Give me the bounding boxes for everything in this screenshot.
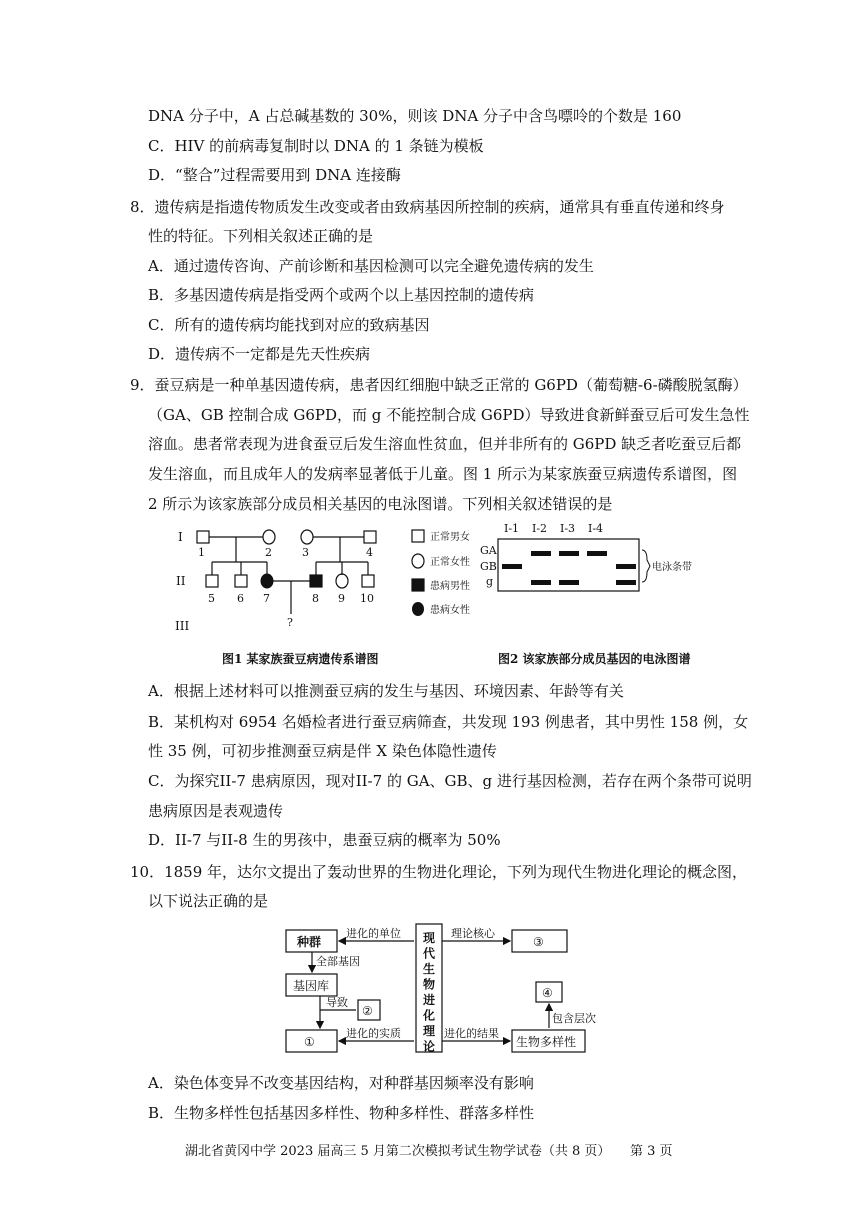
- option-d: D．“整合”过程需要用到 DNA 连接酶: [148, 166, 401, 184]
- q9-option-b: B．某机构对 6954 名婚检者进行蚕豆病筛查，共发现 193 例患者，其中男性 158 例，女: [148, 713, 749, 731]
- question-9-stem: 9．蚕豆病是一种单基因遗传病，患者因红细胞中缺乏正常的 G6PD（葡萄糖-6-磷酸脱氢酶）: [130, 376, 748, 394]
- lane-label: I-1: [504, 522, 520, 535]
- pedigree-id: 2: [265, 546, 272, 559]
- edge-label: 理论核心: [451, 927, 495, 940]
- question-8-stem-cont: 性的特征。下列相关叙述正确的是: [148, 227, 374, 245]
- center-theory-char: 代: [423, 946, 436, 961]
- pedigree-id: 10: [360, 592, 374, 605]
- option-c: C．HIV 的前病毒复制时以 DNA 的 1 条链为模板: [148, 137, 484, 155]
- biodiversity-label: 生物多样性: [516, 1035, 577, 1049]
- question-9-stem-cont: 发生溶血，而且成年人的发病率显著低于儿童。图 1 所示为某家族蚕豆病遗传系谱图，图: [148, 465, 738, 483]
- gel-band: [587, 551, 607, 556]
- gel-band: [616, 564, 636, 569]
- pedigree-id: 6: [237, 592, 244, 605]
- pedigree-female-affected: [261, 574, 273, 588]
- question-8-stem: 8．遗传病是指遗传物质发生改变或者由致病基因所控制的疾病，通常具有垂直传递和终身: [130, 198, 725, 216]
- band-label: g: [486, 575, 494, 588]
- gel-band: [559, 580, 579, 585]
- edge-label: 全部基因: [316, 955, 360, 968]
- pedigree-id: 1: [198, 546, 205, 559]
- edge-label: 导致: [326, 996, 348, 1009]
- circle-1-label: ①: [304, 1035, 315, 1049]
- legend-label: 患病男性: [430, 581, 470, 592]
- circle-3-label: ③: [533, 935, 544, 949]
- q10-option-b: B．生物多样性包括基因多样性、物种多样性、群落多样性: [148, 1104, 535, 1122]
- circle-4-label: ④: [542, 986, 553, 1000]
- gel-band: [616, 580, 636, 585]
- generation-label: I: [178, 530, 183, 544]
- figure-1-caption: 图1 某家族蚕豆病遗传系谱图: [222, 652, 379, 666]
- pedigree-id: 8: [312, 592, 319, 605]
- legend-female-icon: [412, 554, 424, 568]
- electrophoresis-chart: [478, 518, 718, 598]
- q9-option-c: C．为探究II-7 患病原因，现对II-7 的 GA、GB、g 进行基因检测，若存在两个条带可说明: [148, 772, 752, 790]
- text-line: DNA 分子中，A 占总碱基数的 30%，则该 DNA 分子中含鸟嘌呤的个数是 160: [148, 107, 682, 125]
- question-10-stem-cont: 以下说法正确的是: [148, 892, 269, 910]
- question-9-stem-cont: 溶血。患者常表现为进食蚕豆后发生溶血性贫血，但并非所有的 G6PD 缺乏者吃蚕豆后都: [148, 435, 742, 453]
- lane-label: I-3: [560, 522, 576, 535]
- q8-option-b: B．多基因遗传病是指受两个或两个以上基因控制的遗传病: [148, 286, 535, 304]
- lane-label: I-2: [532, 522, 548, 535]
- edge-label: 进化的结果: [444, 1027, 499, 1040]
- pedigree-id: 4: [366, 546, 373, 559]
- q9-option-a: A．根据上述材料可以推测蚕豆病的发生与基因、环境因素、年龄等有关: [148, 682, 624, 700]
- q10-option-a: A．染色体变异不改变基因结构，对种群基因频率没有影响: [148, 1074, 534, 1092]
- legend-label: 正常男女: [430, 532, 470, 543]
- figure-2-caption: 图2 该家族部分成员基因的电泳图谱: [498, 652, 691, 666]
- center-theory-char: 理: [423, 1024, 436, 1038]
- q8-option-d: D．遗传病不一定都是先天性疾病: [148, 345, 371, 363]
- question-10-stem: 10．1859 年，达尔文提出了轰动世界的生物进化理论，下列为现代生物进化理论的概念图，: [130, 863, 748, 881]
- legend-affected-male-icon: [412, 579, 424, 591]
- pedigree-male-normal: [197, 531, 209, 543]
- edge-label: 进化的单位: [346, 927, 401, 940]
- pedigree-child-unknown: ?: [287, 616, 293, 629]
- pedigree-female-normal: [336, 574, 348, 588]
- gel-band: [559, 551, 579, 556]
- pedigree-male-normal: [364, 531, 376, 543]
- gel-band: [531, 580, 551, 585]
- edge-label: 进化的实质: [346, 1027, 401, 1040]
- band-side-label: 电泳条带: [652, 562, 692, 573]
- legend-label: 患病女性: [430, 605, 470, 616]
- q9-option-c-cont: 患病原因是表观遗传: [148, 802, 284, 820]
- q9-option-b-cont: 性 35 例，可初步推测蚕豆病是伴 X 染色体隐性遗传: [148, 742, 497, 760]
- q8-option-a: A．通过遗传咨询、产前诊断和基因检测可以完全避免遗传病的发生: [148, 257, 594, 275]
- center-theory-char: 进: [423, 993, 436, 1007]
- center-theory-char: 生: [423, 962, 436, 976]
- pedigree-female-normal: [301, 530, 313, 544]
- question-9-stem-cont: 2 所示为该家族部分成员相关基因的电泳图谱。下列相关叙述错误的是: [148, 495, 613, 513]
- pedigree-id: 7: [263, 592, 270, 605]
- pedigree-male-affected: [310, 575, 322, 587]
- pedigree-id: 9: [338, 592, 345, 605]
- center-theory-char: 现: [423, 931, 436, 945]
- center-theory-char: 物: [423, 977, 436, 992]
- pedigree-male-normal: [235, 575, 247, 587]
- footer-exam-title: 湖北省黄冈中学 2023 届高三 5 月第二次模拟考试生物学试卷（共 8 页）: [185, 1144, 611, 1159]
- generation-label: III: [175, 619, 190, 633]
- band-label: GB: [480, 560, 497, 573]
- circle-2-label: ②: [362, 1004, 373, 1018]
- legend-normal-icon: [412, 530, 424, 542]
- pedigree-male-normal: [362, 575, 374, 587]
- population-label: 种群: [297, 935, 322, 949]
- band-label: GA: [480, 544, 497, 557]
- pedigree-male-normal: [206, 575, 218, 587]
- pedigree-female-normal: [263, 530, 275, 544]
- question-9-stem-cont: （GA、GB 控制合成 G6PD，而 g 不能控制合成 G6PD）导致进食新鲜蚕豆后可发生急性: [148, 406, 750, 424]
- gene-pool-label: 基因库: [293, 979, 330, 993]
- pedigree-id: 3: [302, 546, 309, 559]
- legend-label: 正常女性: [430, 557, 470, 568]
- footer-page-number: 第 3 页: [630, 1144, 673, 1159]
- center-theory-char: 论: [423, 1039, 436, 1054]
- pedigree-chart: [170, 520, 480, 640]
- edge-label: 包含层次: [552, 1012, 596, 1025]
- q8-option-c: C．所有的遗传病均能找到对应的致病基因: [148, 316, 430, 334]
- pedigree-id: 5: [208, 592, 215, 605]
- concept-map: [280, 920, 620, 1060]
- q9-option-d: D．II-7 与II-8 生的男孩中，患蚕豆病的概率为 50%: [148, 831, 501, 849]
- lane-label: I-4: [588, 522, 604, 535]
- band-brace: [642, 550, 650, 582]
- gel-band: [502, 564, 522, 569]
- legend-affected-female-icon: [412, 602, 424, 616]
- center-theory-char: 化: [423, 1008, 436, 1023]
- generation-label: II: [176, 574, 186, 588]
- gel-band: [531, 551, 551, 556]
